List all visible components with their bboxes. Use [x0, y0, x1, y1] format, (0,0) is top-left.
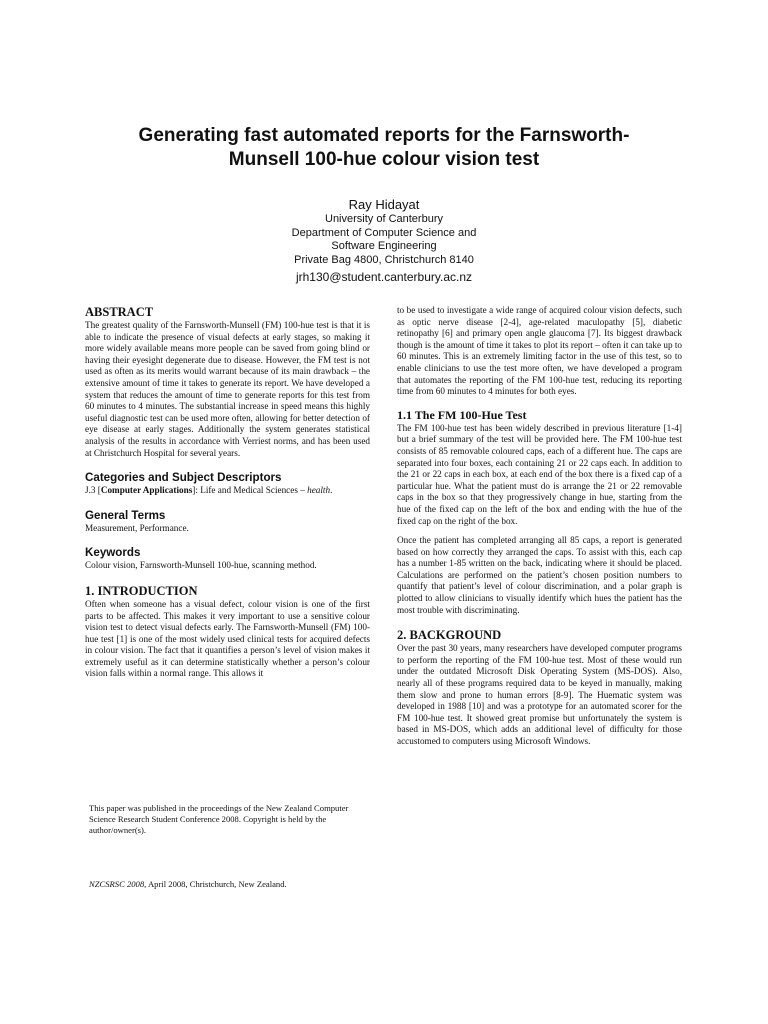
- general-terms-heading: General Terms: [85, 508, 166, 522]
- venue-rest: , April 2008, Christchurch, New Zealand.: [144, 879, 287, 889]
- author-block: [184, 196, 584, 286]
- abstract-heading: ABSTRACT: [85, 305, 154, 319]
- author-name: Ray Hidayat: [348, 197, 420, 212]
- title-line-2: Munsell 100-hue colour vision test: [228, 149, 540, 170]
- categories-code: J.3 [: [85, 485, 101, 496]
- fm-test-paragraph: The FM 100-hue test has been widely described in previous literature [1-4] but a brief summary of the test will be provided here. The FM 100-hue test consists of 85 removable coloured caps, each of a different hue. The caps are separated into four boxes, each containing 21 or 22 caps each. In addition to the 21 or 22 caps in each box, at each end of the box there is a fixed cap of a particular hue. What the patient must do is arrange the 21 or 22 removable caps in the box so that they progressively change in hue, starting from the hue of the fixed cap on the left of the box and ending with the hue of the fixed cap on the right of the box.: [397, 422, 682, 526]
- abstract-text: The greatest quality of the Farnsworth-Munsell (FM) 100-hue test is that it is able to indicate the presence of visual defects at early stages, so making it more widely available means more people can be saved from going blind or having their eyesight degenerate due to disease. However, the FM test is not used as often as its merits would warrant because of its main drawback – the extensive amount of time it takes to generate its report. We have developed a system that reduces the amount of time to generate reports for this test from 60 minutes to 4 minutes. The substantial increase in speed means this highly useful diagnostic test can be used more often, allowing for better detection of eye disease at early stages. Additionally the system generates statistical analysis of the results in accordance with Verriest norms, and has been used at Christchurch Hospital for several years.: [85, 320, 370, 458]
- background-text: Over the past 30 years, many researchers have developed computer programs to perform the reporting of the FM 100-hue test. Most of these would run under the outdated Microsoft Disk Operating System (MS-DOS). Also, nearly all of these programs required data to be keyed in manually, making them slow and prone to human errors [8-9]. The Huematic system was developed in 1988 [10] and was a prototype for an automated scorer for the FM 100-hue test. It showed great promise but unfortunately the system is based in MS-DOS, which adds an additional level of difficulty for those accustomed to computers using Microsoft Windows.: [397, 643, 682, 746]
- categories-rest: ]: Life and Medical Sciences –: [192, 485, 305, 496]
- title-line-1: Generating fast automated reports for the Farnsworth-: [138, 125, 630, 146]
- copyright-notice: This paper was published in the proceedings of the New Zealand Computer Science Research Student Conference 2008. Copyright is held by the author/owner(s).: [89, 803, 349, 836]
- author-email: jrh130@student.canterbury.ac.nz: [295, 270, 473, 284]
- keywords-heading: Keywords: [85, 546, 141, 560]
- fm-test-paragraph: Once the patient has completed arranging all 85 caps, a report is generated based on how correctly they arranged the caps. To assist with this, each cap has a number 1-85 written on the back, indicating where it should be placed. Calculations are performed on the patient’s chosen position numbers to quantify that patient’s level of colour discrimination, and a polar graph is plotted to allow clinicians to visually identify which hues the patient has the most trouble with discriminating.: [397, 535, 682, 615]
- left-column: [85, 305, 370, 680]
- venue-italic: NZCSRSC 2008: [89, 879, 145, 889]
- affiliation-line: Private Bag 4800, Christchurch 8140: [294, 253, 474, 266]
- right-column: [397, 305, 682, 748]
- keywords-text: Colour vision, Farnsworth-Munsell 100-hue, scanning method.: [85, 560, 317, 571]
- categories-heading: Categories and Subject Descriptors: [85, 471, 282, 485]
- categories-italic: health: [307, 485, 331, 496]
- background-heading: 2. BACKGROUND: [397, 628, 502, 643]
- introduction-continued: to be used to investigate a wide range of acquired colour vision defects, such as optic nerve disease [2-4], age-related maculopathy [5], diabetic retinopathy [6] and primary open angle glaucoma [7]. Its biggest drawback though is the amount of time it takes to plot its report – often it can take up to 60 minutes. This is an extremely limiting factor in the use of this test, so to enable clinicians to use the test more often, we have developed a program that automates the reporting of the FM 100-hue test, reducing its reporting time from 60 minutes to 4 minutes for both eyes.: [397, 305, 682, 397]
- paper-title: [60, 124, 708, 172]
- categories-end: .: [330, 485, 333, 496]
- categories-bold: Computer Applications: [100, 485, 193, 496]
- affiliation-line: Department of Computer Science and: [291, 226, 477, 239]
- affiliation-line: University of Canterbury: [325, 213, 443, 225]
- introduction-heading: 1. INTRODUCTION: [85, 583, 198, 598]
- affiliation-line: Software Engineering: [331, 240, 437, 252]
- venue-line: [89, 879, 389, 890]
- categories-text: [85, 485, 370, 497]
- subsection-heading: 1.1 The FM 100-Hue Test: [397, 407, 527, 422]
- introduction-text: Often when someone has a visual defect, colour vision is one of the first parts to be affected. This makes it very important to use a sensitive colour vision test to detect visual defects early. The Farnsworth-Munsell (FM) 100-hue test [1] is one of the most widely used clinical tests for acquired defects in colour vision. The fact that it quantifies a person’s level of vision makes it extremely useful as it can determine statistically whether a person’s colour vision falls within a normal range. This allows it: [85, 598, 370, 679]
- general-terms-text: Measurement, Performance.: [85, 522, 189, 533]
